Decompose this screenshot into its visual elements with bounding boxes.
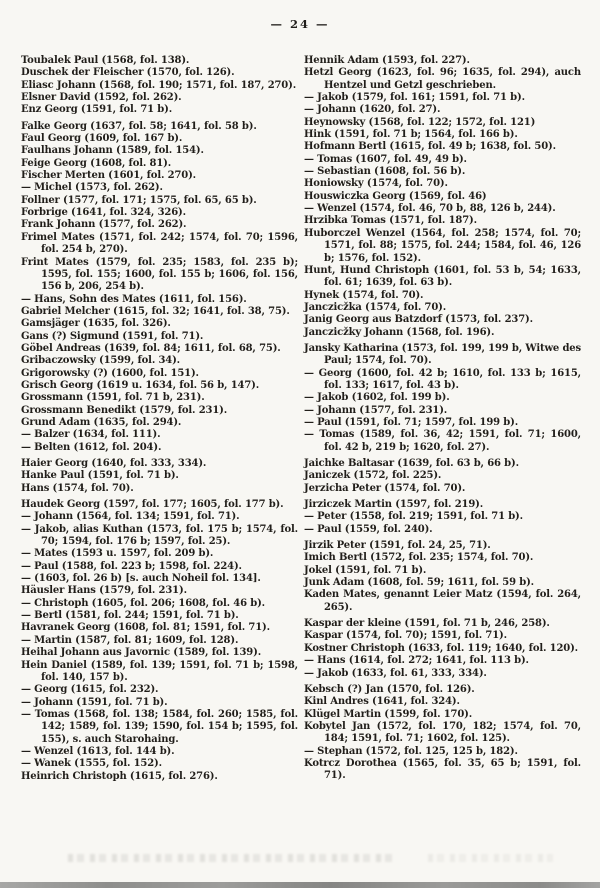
index-entry: Heinrich Christoph (1615, fol. 276).	[21, 770, 218, 782]
index-entry: Kaspar der kleine (1591, fol. 71 b, 246, 258).	[304, 618, 550, 630]
index-entry: Grossmann (1591, fol. 71 b, 231).	[21, 392, 205, 404]
bleedthrough-artifact	[428, 854, 553, 862]
index-entry: Frank Johann (1577, fol. 262).	[21, 219, 187, 231]
index-entry: Hrzibka Tomas (1571, fol. 187).	[304, 215, 477, 227]
index-entry: Eliasc Johann (1568, fol. 190; 1571, fol. 187, 270).	[21, 79, 297, 91]
index-entry: Hunt, Hund Christoph (1601, fol. 53 b, 54; 1633, fol. 61; 1639, fol. 63 b).	[304, 264, 581, 289]
index-column-right	[304, 55, 581, 783]
index-entry: — Martin (1587, fol. 81; 1609, fol. 128).	[21, 634, 239, 646]
index-entry: Grisch Georg (1619 u. 1634, fol. 56 b, 147).	[21, 379, 260, 391]
index-entry: Jirzik Peter (1591, fol. 24, 25, 71).	[304, 540, 491, 552]
index-entry: Heihal Johann aus Javornic (1589, fol. 139).	[21, 647, 262, 659]
index-entry: — Georg (1600, fol. 42 b; 1610, fol. 133 b; 1615, fol. 133; 1617, fol. 43 b).	[304, 367, 581, 391]
index-entry: Jerzicha Peter (1574, fol. 70).	[304, 482, 466, 494]
index-entry: Houswiczka Georg (1569, fol. 46)	[304, 190, 487, 202]
index-entry: — Belten (1612, fol. 204).	[21, 441, 162, 453]
index-entry: Haier Georg (1640, fol. 333, 334).	[21, 458, 207, 469]
index-entry: Haudek Georg (1597, fol. 177; 1605, fol. 177 b).	[21, 499, 284, 511]
index-entry: Kobytel Jan (1572, fol. 170, 182; 1574, fol. 70, 184; 1591, fol. 71; 1602, fol. 125).	[304, 720, 581, 745]
index-entry: Kaspar (1574, fol. 70); 1591, fol. 71).	[304, 630, 507, 642]
index-entry: Jaichke Baltasar (1639, fol. 63 b, 66 b).	[304, 458, 519, 469]
index-entry: Kostner Christoph (1633, fol. 119; 1640, fol. 120).	[304, 642, 579, 654]
index-entry: Grossmann Benedikt (1579, fol. 231).	[21, 404, 228, 416]
index-entry: — Balzer (1634, fol. 111).	[21, 429, 161, 441]
index-entry: — Michel (1573, fol. 262).	[21, 182, 163, 194]
index-entry: Jirziczek Martin (1597, fol. 219).	[304, 499, 484, 511]
index-entry: Fischer Merten (1601, fol. 270).	[21, 170, 196, 182]
index-entry: Heynowsky (1568, fol. 122; 1572, fol. 121)	[304, 116, 536, 128]
index-entry: — Stephan (1572, fol. 125, 125 b, 182).	[304, 745, 518, 757]
index-entry: Janig Georg aus Batzdorf (1573, fol. 237).	[304, 314, 533, 326]
index-entry: — Wenzel (1613, fol. 144 b).	[21, 745, 175, 757]
index-entry: Honiowsky (1574, fol. 70).	[304, 178, 448, 190]
index-entry: Janczicžky Johann (1568, fol. 196).	[304, 326, 495, 338]
index-entry: — Johann (1577, fol. 231).	[304, 404, 448, 416]
index-entry: — Paul (1591, fol. 71; 1597, fol. 199 b).	[304, 416, 519, 428]
index-entry: — Jakob (1602, fol. 199 b).	[304, 392, 450, 404]
index-entry: — Tomas (1568, fol. 138; 1584, fol. 260; 1585, fol. 142; 1589, fol. 139; 1590, fol. 154 b; 1595, fol. 155), s. auch Starohaing.	[21, 708, 298, 745]
index-entry: Hetzl Georg (1623, fol. 96; 1635, fol. 294), auch Hentzel und Getzl geschrieben.	[304, 67, 581, 91]
index-entry: Faulhans Johann (1589, fol. 154).	[21, 145, 204, 157]
page-number: — 24 —	[270, 17, 330, 31]
index-entry: Hans (1574, fol. 70).	[21, 482, 134, 494]
index-entry: Faul Georg (1609, fol. 167 b).	[21, 133, 183, 145]
index-entry: Feige Georg (1608, fol. 81).	[21, 157, 172, 169]
index-entry: — Paul (1588, fol. 223 b; 1598, fol. 224).	[21, 560, 242, 572]
index-entry: — Jakob, alias Kuthan (1573, fol. 175 b; 1574, fol. 70; 1594, fol. 176 b; 1597, fol. 25).	[21, 523, 298, 548]
index-entry: — Christoph (1605, fol. 206; 1608, fol. 46 b).	[21, 597, 265, 609]
index-entry: — Georg (1615, fol. 232).	[21, 684, 159, 696]
index-entry: Hanke Paul (1591, fol. 71 b).	[21, 470, 179, 482]
index-entry: Elsner David (1592, fol. 262).	[21, 92, 182, 104]
bleedthrough-artifact	[68, 854, 398, 862]
index-entry: Gans (?) Sigmund (1591, fol. 71).	[21, 330, 204, 342]
index-entry: — Jakob (1633, fol. 61, 333, 334).	[304, 667, 487, 679]
index-entry: Hein Daniel (1589, fol. 139; 1591, fol. 71 b; 1598, fol. 140, 157 b).	[21, 659, 298, 683]
index-entry: — Johann (1591, fol. 71 b).	[21, 696, 168, 708]
index-entry: — Jakob (1579, fol. 161; 1591, fol. 71 b).	[304, 92, 525, 104]
index-column-left	[21, 55, 298, 783]
index-entry: Hink (1591, fol. 71 b; 1564, fol. 166 b).	[304, 129, 518, 141]
index-entry: Hennik Adam (1593, fol. 227).	[304, 55, 470, 66]
index-entry: Grigorowsky (?) (1600, fol. 151).	[21, 367, 199, 379]
index-entry: — Wenzel (1574, fol. 46, 70 b, 88, 126 b, 244).	[304, 203, 556, 215]
index-entry: Kotrcz Dorothea (1565, fol. 35, 65 b; 1591, fol. 71).	[304, 757, 581, 782]
index-entry: Göbel Andreas (1639, fol. 84; 1611, fol. 68, 75).	[21, 342, 281, 354]
index-entry: Duschek der Fleischer (1570, fol. 126).	[21, 67, 235, 79]
index-entry: — Peter (1558, fol. 219; 1591, fol. 71 b).	[304, 511, 523, 523]
index-entry: Häusler Hans (1579, fol. 231).	[21, 585, 187, 597]
scan-edge-artifact	[0, 882, 600, 888]
index-entry: Follner (1577, fol. 171; 1575, fol. 65, 65 b).	[21, 194, 257, 206]
index-entry: Frint Mates (1579, fol. 235; 1583, fol. 235 b); 1595, fol. 155; 1600, fol. 155 b; 1606, fol. 156, 156 b, 206, 254 b).	[21, 256, 298, 293]
index-entry: — Mates (1593 u. 1597, fol. 209 b).	[21, 548, 214, 560]
index-entry: Janczicžka (1574, fol. 70).	[304, 301, 447, 313]
index-entry: — Hans, Sohn des Mates (1611, fol. 156).	[21, 293, 247, 305]
index-entry: — Bertl (1581, fol. 244; 1591, fol. 71 b).	[21, 610, 239, 622]
index-entry: Grund Adam (1635, fol. 294).	[21, 416, 182, 428]
index-entry: — Johann (1564, fol. 134; 1591, fol. 71).	[21, 511, 240, 523]
index-entry: Kebsch (?) Jan (1570, fol. 126).	[304, 683, 475, 695]
index-entry: Enz Georg (1591, fol. 71 b).	[21, 104, 173, 116]
index-entry: Junk Adam (1608, fol. 59; 1611, fol. 59 b).	[304, 577, 535, 589]
index-entry: Jansky Katharina (1573, fol. 199, 199 b, Witwe des Paul; 1574, fol. 70).	[304, 342, 581, 367]
index-entry: Havranek Georg (1608, fol. 81; 1591, fol. 71).	[21, 622, 270, 634]
index-entry: Kinl Andres (1641, fol. 324).	[304, 696, 460, 708]
index-entry: — Tomas (1607, fol. 49, 49 b).	[304, 153, 467, 165]
index-entry: — Paul (1559, fol. 240).	[304, 523, 433, 535]
index-entry: Gabriel Melcher (1615, fol. 32; 1641, fol. 38, 75).	[21, 305, 290, 317]
index-entry: Falke Georg (1637, fol. 58; 1641, fol. 58 b).	[21, 120, 257, 132]
index-entry: Toubalek Paul (1568, fol. 138).	[21, 55, 190, 66]
index-entry: Klügel Martin (1599, fol. 170).	[304, 708, 473, 720]
index-entry: Imich Bertl (1572, fol. 235; 1574, fol. 70).	[304, 552, 534, 564]
index-entry: Kaden Mates, genannt Leier Matz (1594, fol. 264, 265).	[304, 589, 581, 613]
index-entry: Gribaczowsky (1599, fol. 34).	[21, 355, 181, 367]
index-entry: — Hans (1614, fol. 272; 1641, fol. 113 b).	[304, 655, 529, 667]
index-entry: Forbrige (1641, fol. 324, 326).	[21, 207, 186, 219]
index-entry: Hofmann Bertl (1615, fol. 49 b; 1638, fol. 50).	[304, 141, 556, 153]
index-entry: — Wanek (1555, fol. 152).	[21, 758, 162, 770]
index-entry: — Johann (1620, fol. 27).	[304, 104, 441, 116]
index-entry: — Sebastian (1608, fol. 56 b).	[304, 166, 466, 178]
index-entry: Hynek (1574, fol. 70).	[304, 289, 424, 301]
index-entry: — (1603, fol. 26 b) [s. auch Noheil fol. 134].	[21, 573, 261, 585]
index-entry: Janiczek (1572, fol. 225).	[304, 470, 442, 482]
index-entry: Huborczel Wenzel (1564, fol. 258; 1574, fol. 70; 1571, fol. 88; 1575, fol. 244; 1584, fol. 46, 126 b; 1576, fol. 152).	[304, 227, 581, 264]
index-entry: Frimel Mates (1571, fol. 242; 1574, fol. 70; 1596, fol. 254 b, 270).	[21, 231, 298, 256]
index-entry: Jokel (1591, fol. 71 b).	[304, 564, 427, 576]
index-entry: — Tomas (1589, fol. 36, 42; 1591, fol. 71; 1600, fol. 42 b, 219 b; 1620, fol. 27).	[304, 429, 581, 453]
index-entry: Gamsjäger (1635, fol. 326).	[21, 318, 171, 330]
